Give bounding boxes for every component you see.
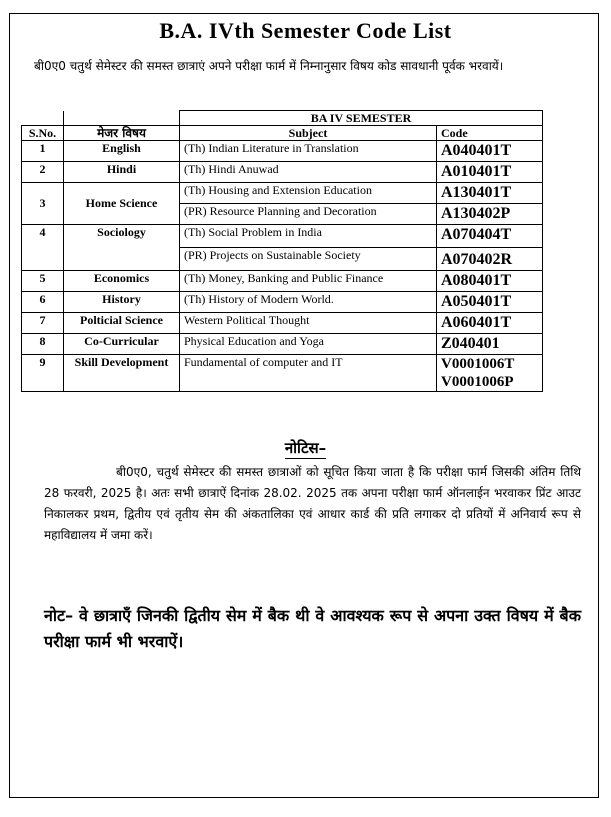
header-sno: S.No. [22, 126, 64, 141]
code-table [21, 110, 543, 392]
row-code: A070404T [437, 225, 543, 248]
group-header: BA IV SEMESTER [180, 111, 543, 126]
notice-body: बी0ए0, चतुर्थ सेमेस्टर की समस्त छात्राओं को सूचित किया जाता है कि परीक्षा फार्म जिसकी अंतिम तिथि 28 फरवरी, 2025 है। अतः सभी छात्राऐं दिनांक 28.02. 2025 तक अपना परीक्षा फार्म ऑनलाईन भरवाकर प्रिंट आउट निकालकर प्रथम, द्वितीय एवं तृतीय सेम की अंकतालिका एवं आधार कार्ड की प्रति लगाकर दो प्रतियों में अनिवार्य रूप से महाविद्यालय में जमा करें। [44, 465, 581, 542]
row-code-cell [437, 355, 543, 392]
row-major: English [64, 141, 180, 162]
row-subject: (PR) Projects on Sustainable Society [180, 248, 437, 271]
row-subject: (Th) Indian Literature in Translation [180, 141, 437, 162]
notice-heading-text: नोटिस– [284, 439, 327, 457]
table-header-row [22, 126, 543, 141]
instruction-text: बी0ए0 चतुर्थ सेमेस्टर की समस्त छात्राएं अपने परीक्षा फार्म में निम्नानुसार विषय कोड सावधानी पूर्वक भरवायें। [34, 59, 504, 73]
note-text: नोट– वे छात्राएँ जिनकी द्वितीय सेम में बैक थी वे आवश्यक रूप से अपना उक्त विषय में बैक परीक्षा फार्म भी भरवाऐं। [44, 606, 581, 651]
table-group-header-row [22, 111, 543, 126]
row-code: A040401T [437, 141, 543, 162]
row-sno: 6 [22, 292, 64, 313]
header-major: मेजर विषय [64, 126, 180, 141]
row-major: Polticial Science [64, 313, 180, 334]
row-code: V0001006T [441, 356, 515, 372]
row-major: History [64, 292, 180, 313]
table-row [22, 292, 543, 313]
row-subject: (Th) History of Modern World. [180, 292, 437, 313]
row-sno: 7 [22, 313, 64, 334]
row-major: Home Science [64, 183, 180, 225]
row-code: A130401T [437, 183, 543, 204]
row-major: Sociology [64, 225, 180, 271]
row-code: A080401T [437, 271, 543, 292]
table-row [22, 141, 543, 162]
row-code: A050401T [437, 292, 543, 313]
row-subject: (Th) Money, Banking and Public Finance [180, 271, 437, 292]
row-major: Hindi [64, 162, 180, 183]
row-major: Economics [64, 271, 180, 292]
row-sno: 4 [22, 225, 64, 271]
row-subject: (Th) Housing and Extension Education [180, 183, 437, 204]
row-code: Z040401 [437, 334, 543, 355]
row-subject: (Th) Social Problem in India [180, 225, 437, 248]
row-sno: 9 [22, 355, 64, 392]
table-row [22, 271, 543, 292]
row-sno: 8 [22, 334, 64, 355]
header-subject: Subject [180, 126, 437, 141]
row-subject: Fundamental of computer and IT [180, 355, 437, 392]
row-code: A130402P [437, 204, 543, 225]
row-major: Co-Curricular [64, 334, 180, 355]
row-code: A060401T [437, 313, 543, 334]
row-code: A010401T [437, 162, 543, 183]
table-row [22, 183, 543, 204]
row-subject: Physical Education and Yoga [180, 334, 437, 355]
row-code: A070402R [437, 248, 543, 271]
row-subject: Western Political Thought [180, 313, 437, 334]
page-title: B.A. IVth Semester Code List [159, 18, 452, 43]
table-row [22, 355, 543, 392]
table-row [22, 313, 543, 334]
row-sno: 1 [22, 141, 64, 162]
row-code: V0001006P [441, 374, 514, 390]
header-code: Code [437, 126, 543, 141]
row-sno: 2 [22, 162, 64, 183]
table-row [22, 334, 543, 355]
notice-heading [0, 438, 611, 458]
row-major: Skill Development [64, 355, 180, 392]
row-subject: (PR) Resource Planning and Decoration [180, 204, 437, 225]
table-row [22, 162, 543, 183]
row-sno: 3 [22, 183, 64, 225]
row-subject: (Th) Hindi Anuwad [180, 162, 437, 183]
table-row [22, 225, 543, 248]
row-sno: 5 [22, 271, 64, 292]
